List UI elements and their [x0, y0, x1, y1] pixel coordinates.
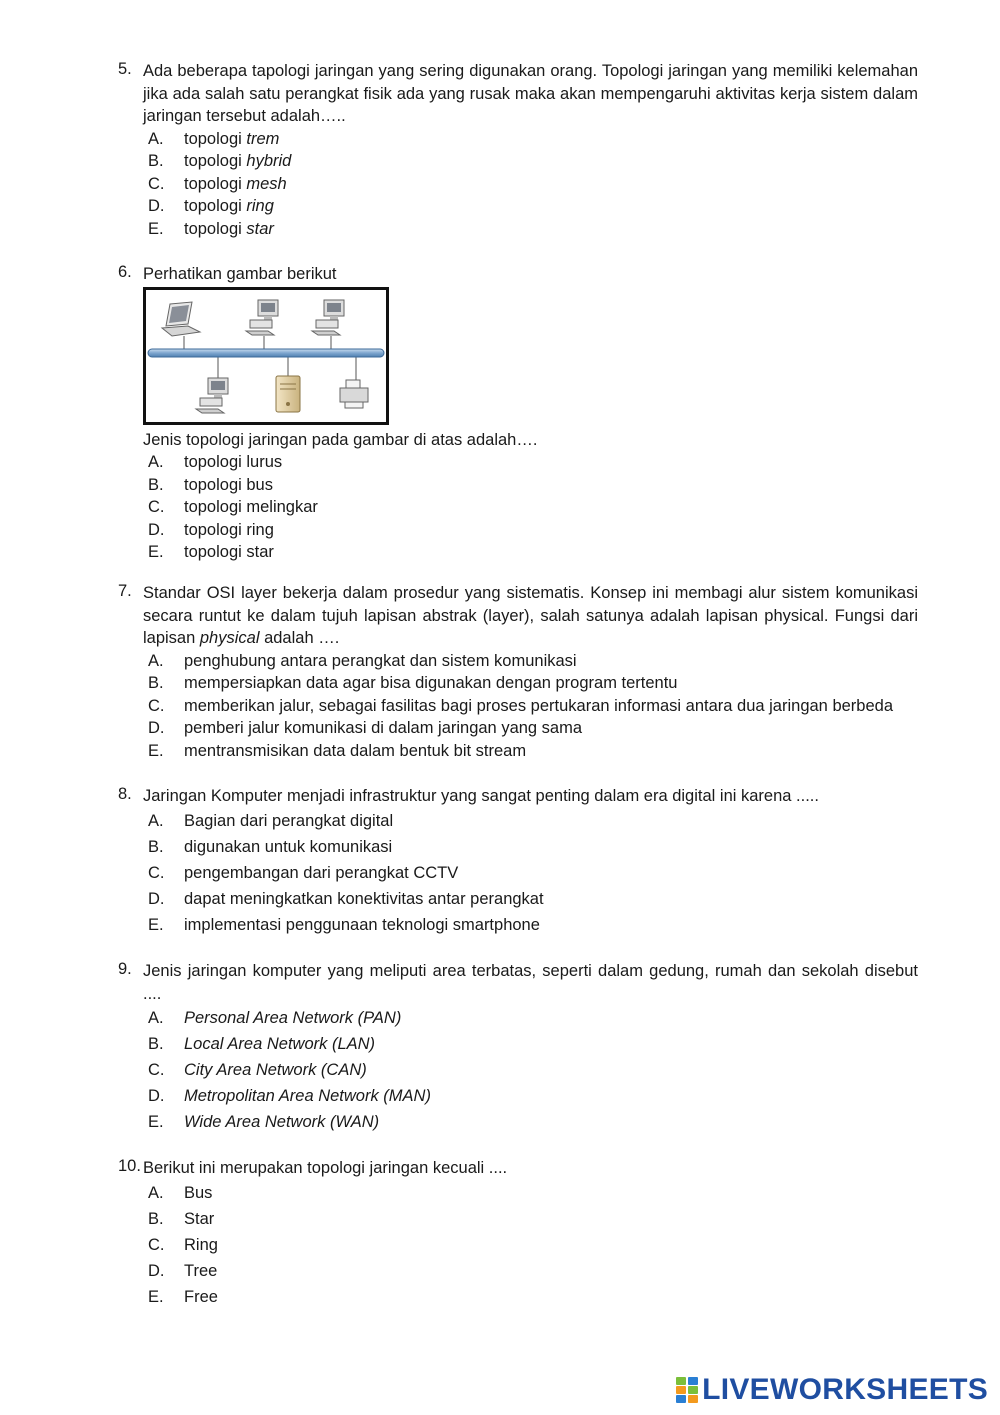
- option-b[interactable]: [118, 1206, 918, 1232]
- option-d[interactable]: [118, 717, 918, 740]
- option-c[interactable]: [118, 1057, 918, 1083]
- option-d[interactable]: [118, 1083, 918, 1109]
- option-e[interactable]: [118, 1284, 918, 1310]
- question-text-part: adalah ….: [259, 629, 340, 647]
- option-letter: A.: [148, 651, 164, 670]
- option-text: topologi: [184, 219, 247, 238]
- option-b[interactable]: [118, 474, 918, 497]
- option-text: Ring: [184, 1235, 218, 1254]
- question-text: Ada beberapa tapologi jaringan yang sering digunakan orang. Topologi jaringan yang memiliki kelemahan jika ada salah satu perangkat fisik ada yang rusak maka akan mempengaruhi aktivitas kerja sistem dalam jaringan tersebut adalah…..: [143, 62, 918, 125]
- option-d[interactable]: [118, 1258, 918, 1284]
- options-list: [118, 808, 918, 938]
- question-9: [118, 960, 918, 1135]
- option-c[interactable]: [118, 1232, 918, 1258]
- option-text: topologi lurus: [184, 453, 283, 471]
- option-b[interactable]: [118, 672, 918, 695]
- question-6: [118, 263, 918, 564]
- bus-topology-diagram: [146, 290, 386, 422]
- option-d[interactable]: [118, 886, 918, 912]
- liveworksheets-logo-text: LIVEWORKSHEETS: [702, 1373, 988, 1406]
- option-term: hybrid: [246, 152, 292, 170]
- option-e[interactable]: [118, 218, 918, 241]
- option-a[interactable]: [118, 128, 918, 151]
- option-letter: D.: [148, 889, 165, 908]
- option-letter: B.: [148, 837, 164, 856]
- option-text: Metropolitan Area Network (MAN): [184, 1087, 431, 1105]
- options-list: [118, 128, 918, 241]
- laptop-icon: [162, 302, 200, 336]
- option-text: topologi: [184, 129, 247, 148]
- option-letter: A.: [148, 1009, 164, 1027]
- question-number: 5.: [118, 60, 132, 78]
- option-letter: B.: [148, 1035, 164, 1053]
- option-a[interactable]: [118, 1005, 918, 1031]
- option-a[interactable]: [118, 451, 918, 474]
- option-letter: E.: [148, 1287, 164, 1306]
- option-text: topologi melingkar: [184, 498, 318, 516]
- option-text: Local Area Network (LAN): [184, 1035, 376, 1053]
- option-term: ring: [246, 197, 274, 215]
- options-list: [118, 1180, 918, 1310]
- option-text: topologi: [184, 152, 247, 170]
- option-text: City Area Network (CAN): [184, 1061, 367, 1079]
- question-text: Perhatikan gambar berikut: [143, 265, 337, 283]
- question-number: 7.: [118, 582, 132, 600]
- question-text-part: Standar OSI layer bekerja dalam prosedur yang sistematis. Konsep ini membagi alur sistem komunikasi secara runtut ke dalam tujuh lapisan abstrak (layer), salah satunya adalah lapisan physical. Fungsi dari lapisan: [143, 584, 918, 647]
- question-number: 6.: [118, 263, 132, 281]
- question-8: [118, 785, 918, 938]
- option-letter: A.: [148, 129, 164, 148]
- option-letter: C.: [148, 1061, 165, 1079]
- server-icon: [276, 376, 300, 412]
- option-d[interactable]: [118, 519, 918, 542]
- option-text: topologi bus: [184, 475, 273, 494]
- option-b[interactable]: [118, 834, 918, 860]
- option-text: Free: [184, 1287, 218, 1306]
- option-letter: E.: [148, 915, 164, 934]
- option-letter: C.: [148, 863, 165, 882]
- option-term: mesh: [246, 174, 287, 193]
- option-text: topologi star: [184, 543, 274, 561]
- option-letter: B.: [148, 1209, 164, 1228]
- options-list: [118, 451, 918, 564]
- question-text: Jaringan Komputer menjadi infrastruktur yang sangat penting dalam era digital ini karena .....: [143, 787, 819, 805]
- option-e[interactable]: [118, 740, 918, 763]
- options-list: [118, 1005, 918, 1135]
- option-text: memberikan jalur, sebagai fasilitas bagi proses pertukaran informasi antara dua jaringan berbeda: [184, 696, 893, 715]
- option-b[interactable]: [118, 1031, 918, 1057]
- option-e[interactable]: [118, 912, 918, 938]
- option-text: Wide Area Network (WAN): [184, 1113, 380, 1131]
- option-letter: C.: [148, 696, 165, 715]
- option-letter: D.: [148, 197, 165, 215]
- option-text: topologi: [184, 174, 247, 193]
- option-d[interactable]: [118, 195, 918, 218]
- desktop-computer-icon: [312, 300, 344, 335]
- question-10: [118, 1157, 918, 1310]
- liveworksheets-logo[interactable]: [676, 1373, 988, 1407]
- option-letter: A.: [148, 1183, 164, 1202]
- option-letter: E.: [148, 543, 164, 561]
- options-list: [118, 650, 918, 763]
- option-text: topologi: [184, 197, 247, 215]
- printer-icon: [340, 380, 368, 408]
- option-letter: B.: [148, 152, 164, 170]
- question-7: [118, 582, 918, 762]
- option-e[interactable]: [118, 541, 918, 564]
- option-text: Tree: [184, 1261, 218, 1280]
- option-c[interactable]: [118, 496, 918, 519]
- option-text: mentransmisikan data dalam bentuk bit stream: [184, 741, 527, 760]
- option-text: penghubung antara perangkat dan sistem komunikasi: [184, 651, 577, 670]
- option-text: pengembangan dari perangkat CCTV: [184, 863, 459, 882]
- bus-cable: [148, 349, 384, 357]
- option-text: implementasi penggunaan teknologi smartphone: [184, 915, 540, 934]
- option-text: Bus: [184, 1183, 213, 1202]
- option-letter: D.: [148, 520, 165, 539]
- question-text-italic: physical: [199, 629, 260, 647]
- option-text: mempersiapkan data agar bisa digunakan dengan program tertentu: [184, 674, 678, 692]
- option-text: dapat meningkatkan konektivitas antar perangkat: [184, 889, 544, 908]
- option-letter: B.: [148, 475, 164, 494]
- desktop-computer-icon: [196, 378, 228, 413]
- option-letter: A.: [148, 453, 164, 471]
- option-c[interactable]: [118, 860, 918, 886]
- option-text: Personal Area Network (PAN): [184, 1009, 402, 1027]
- option-b[interactable]: [118, 150, 918, 173]
- question-subtext: Jenis topologi jaringan pada gambar di atas adalah….: [143, 430, 538, 449]
- option-text: Star: [184, 1209, 215, 1228]
- question-number: 9.: [118, 960, 132, 978]
- question-5: [118, 60, 918, 240]
- option-a[interactable]: [118, 650, 918, 673]
- option-term: star: [246, 219, 274, 238]
- question-text: [143, 582, 918, 650]
- option-letter: C.: [148, 498, 165, 516]
- option-letter: A.: [148, 811, 164, 830]
- option-letter: E.: [148, 1113, 164, 1131]
- option-letter: D.: [148, 1087, 165, 1105]
- option-text: digunakan untuk komunikasi: [184, 837, 393, 856]
- option-c[interactable]: [118, 173, 918, 196]
- option-text: Bagian dari perangkat digital: [184, 811, 394, 830]
- question-number: 8.: [118, 785, 132, 803]
- liveworksheets-logo-icon: [676, 1377, 698, 1403]
- option-text: pemberi jalur komunikasi di dalam jaringan yang sama: [184, 719, 583, 737]
- question-text: Berikut ini merupakan topologi jaringan kecuali ....: [143, 1159, 508, 1177]
- option-letter: C.: [148, 1235, 165, 1254]
- option-c[interactable]: [118, 695, 918, 718]
- option-letter: C.: [148, 174, 165, 193]
- desktop-computer-icon: [246, 300, 278, 335]
- option-text: topologi ring: [184, 520, 274, 539]
- option-letter: B.: [148, 674, 164, 692]
- option-term: trem: [246, 129, 280, 148]
- option-a[interactable]: [118, 808, 918, 834]
- option-letter: D.: [148, 719, 165, 737]
- question-number: 10.: [118, 1157, 141, 1175]
- option-letter: D.: [148, 1261, 165, 1280]
- option-letter: E.: [148, 219, 164, 238]
- question-text: Jenis jaringan komputer yang meliputi area terbatas, seperti dalam gedung, rumah dan sekolah disebut ....: [143, 962, 918, 1003]
- option-e[interactable]: [118, 1109, 918, 1135]
- option-letter: E.: [148, 741, 164, 760]
- option-a[interactable]: [118, 1180, 918, 1206]
- bus-topology-figure: [143, 287, 389, 425]
